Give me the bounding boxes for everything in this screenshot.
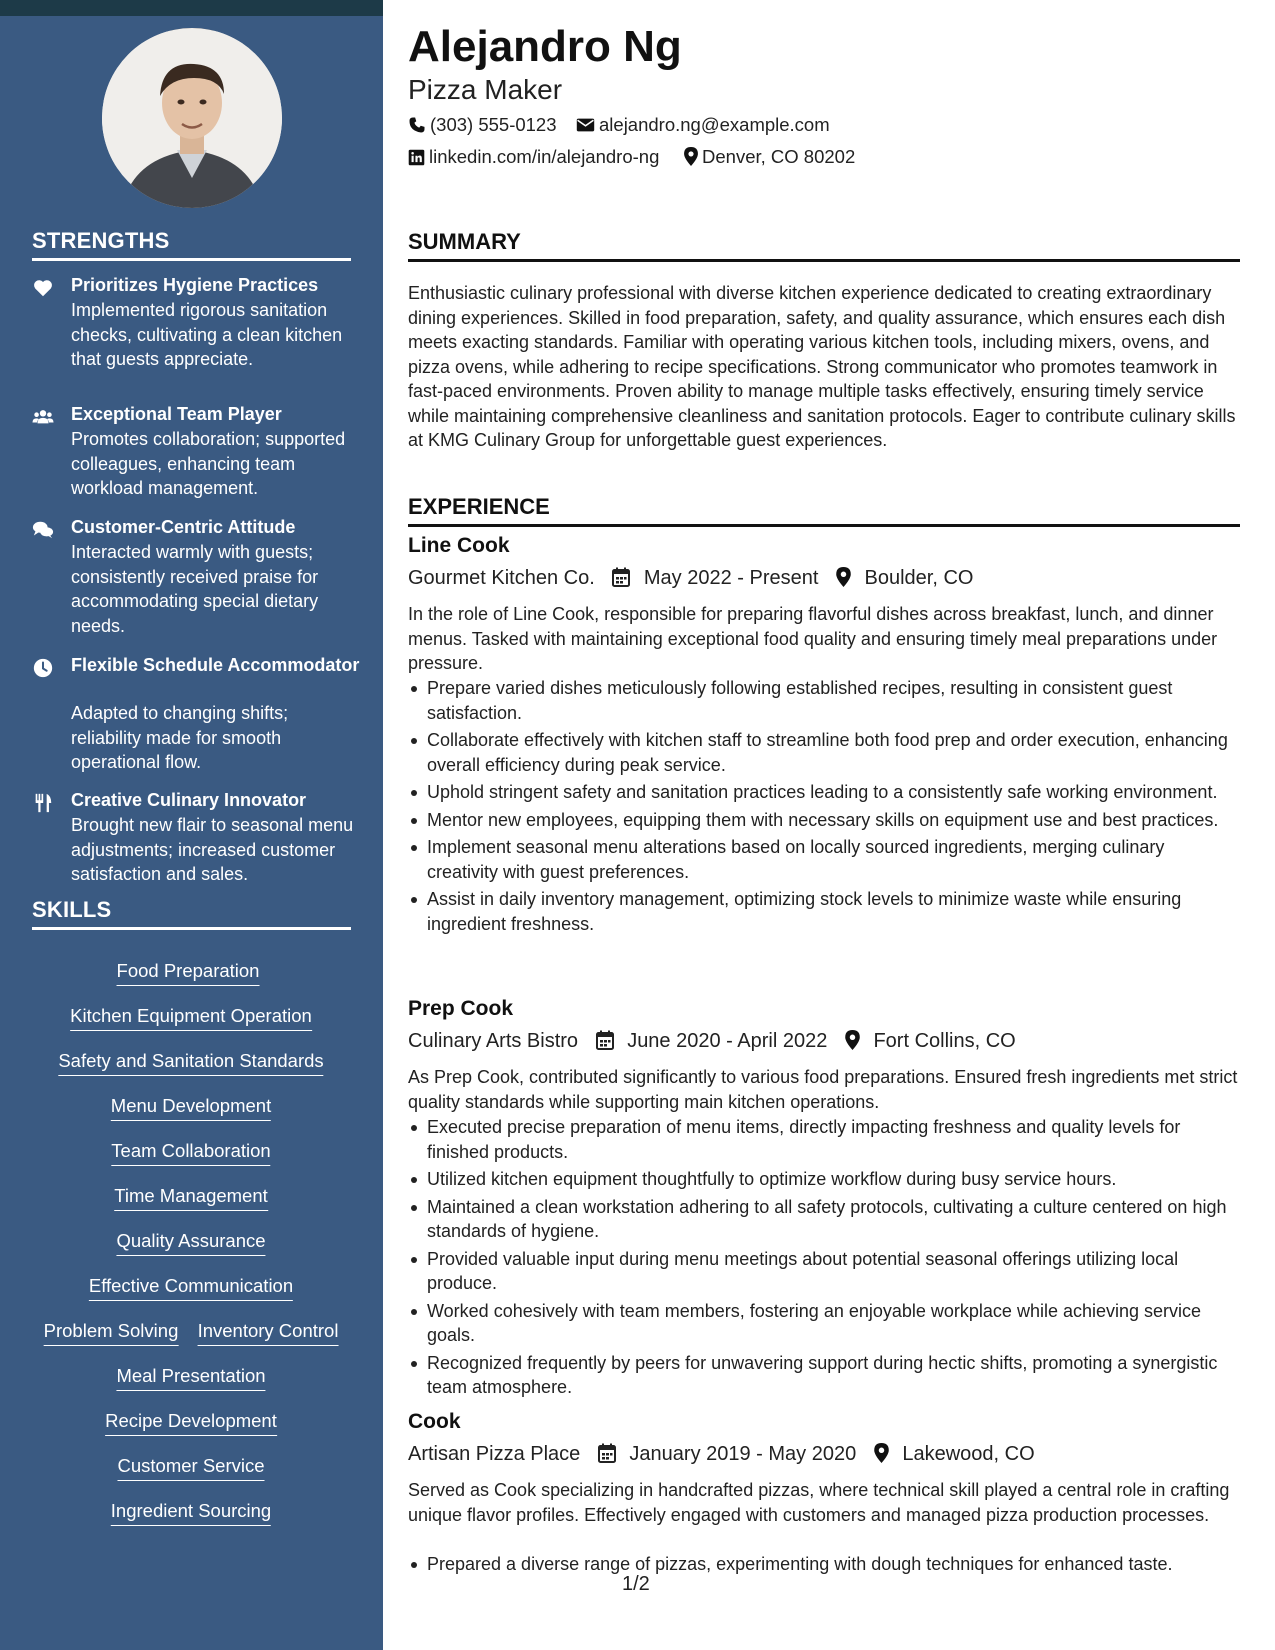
skills-heading: SKILLS — [32, 897, 351, 930]
skill-tag: Team Collaboration — [111, 1140, 270, 1166]
strength-item — [32, 655, 360, 772]
clock-icon — [32, 657, 54, 679]
page-number: 1/2 — [622, 1573, 650, 1595]
linkedin-text: linkedin.com/in/alejandro-ng — [429, 146, 660, 167]
job-role: Cook — [408, 1410, 461, 1433]
sidebar — [0, 0, 383, 1650]
bullet-item: Implement seasonal menu alterations based on locally sourced ingredients, merging culinary creativity with guest preferences. — [408, 835, 1240, 884]
strength-item — [32, 275, 352, 370]
strength-description: Interacted warmly with guests; consistently received praise for accommodating special dietary needs. — [71, 542, 319, 636]
skill-tag: Inventory Control — [198, 1320, 339, 1346]
map-pin-icon — [845, 1030, 860, 1050]
bullet-item: Uphold stringent safety and sanitation practices leading to a consistently safe working environment. — [408, 780, 1240, 805]
linkedin-icon — [408, 149, 425, 166]
utensils-icon — [32, 792, 54, 814]
job-description: In the role of Line Cook, responsible for preparing flavorful dishes across breakfast, lunch, and dinner menus. Tasked with maintaining exceptional food quality and ensuring timely meal preparations under pressure. — [408, 604, 1218, 673]
job-location: Lakewood, CO — [902, 1443, 1035, 1465]
job-role: Line Cook — [408, 534, 510, 557]
job-description: Served as Cook specializing in handcrafted pizzas, where technical skill played a central role in crafting unique flavor profiles. Effectively engaged with customers and managed pizza production processes. — [408, 1480, 1230, 1525]
bullet-item: Provided valuable input during menu meetings about potential seasonal offerings utilizing local produce. — [408, 1247, 1240, 1296]
heart-icon — [32, 277, 54, 299]
bullet-item: Utilized kitchen equipment thoughtfully to optimize workflow during busy service hours. — [408, 1167, 1240, 1192]
contact-linkedin[interactable] — [408, 146, 659, 168]
calendar-icon — [596, 1030, 614, 1050]
calendar-icon — [612, 567, 630, 587]
job-location: Boulder, CO — [864, 567, 974, 589]
envelope-icon — [576, 116, 595, 134]
bullet-item: Worked cohesively with team members, fostering an enjoyable workplace while achieving service goals. — [408, 1299, 1240, 1348]
bullet-item: Assist in daily inventory management, optimizing stock levels to minimize waste while ensuring ingredient freshness. — [408, 887, 1240, 936]
candidate-name: Alejandro Ng — [408, 22, 682, 71]
email-text: alejandro.ng@example.com — [599, 114, 830, 135]
job-bullets — [408, 1115, 1240, 1403]
strength-description: Promotes collaboration; supported colleagues, enhancing team workload management. — [71, 429, 346, 498]
strength-item — [32, 517, 352, 637]
job-bullets — [408, 1552, 1240, 1580]
map-pin-icon — [684, 147, 698, 166]
job-meta — [408, 567, 973, 590]
job-location: Fort Collins, CO — [873, 1030, 1016, 1052]
strength-description: Brought new flair to seasonal menu adjustments; increased customer satisfaction and sales. — [71, 815, 354, 884]
strength-title: Creative Culinary Innovator — [71, 790, 307, 810]
bullet-item: Prepared a diverse range of pizzas, experimenting with dough techniques for enhanced taste. — [408, 1552, 1240, 1577]
contact-phone — [408, 114, 557, 136]
job-description: As Prep Cook, contributed significantly to various food preparations. Ensured fresh ingredients met strict quality standards while supporting main kitchen operations. — [408, 1067, 1238, 1112]
job-company: Artisan Pizza Place — [408, 1443, 581, 1465]
strength-item — [32, 404, 352, 499]
strength-title: Prioritizes Hygiene Practices — [71, 275, 319, 295]
skill-tag: Quality Assurance — [116, 1230, 265, 1256]
skill-tag: Recipe Development — [105, 1410, 277, 1436]
skill-tag: Ingredient Sourcing — [111, 1500, 271, 1526]
users-icon — [32, 406, 54, 428]
summary-text: Enthusiastic culinary professional with diverse kitchen experience dedicated to creating extraordinary dining experiences. Skilled in food preparation, safety, and quality assurance, which ensures each dish meets exacting standards. Familiar with operating various kitchen tools, including mixers, ovens, and pizza ovens, while adhering to recipe specifications. Strong communicator who promotes teamwork in fast-paced environments. Proven ability to manage multiple tasks effectively, ensuring timely service while maintaining comprehensive cleanliness and sanitation protocols. Eager to contribute culinary skills at KMG Culinary Group for unforgettable guest experiences. — [408, 283, 1236, 450]
bullet-item: Executed precise preparation of menu items, directly impacting freshness and quality levels for finished products. — [408, 1115, 1240, 1164]
skill-tag: Effective Communication — [89, 1275, 293, 1301]
bullet-item: Collaborate effectively with kitchen staff to streamline both food prep and order execution, enhancing overall efficiency during peak service. — [408, 728, 1240, 777]
map-pin-icon — [874, 1443, 889, 1463]
summary-heading: SUMMARY — [408, 229, 1240, 262]
phone-icon — [408, 116, 426, 134]
strength-title: Customer-Centric Attitude — [71, 517, 296, 537]
skill-tag: Kitchen Equipment Operation — [70, 1005, 312, 1031]
sidebar-top-bar — [0, 0, 383, 16]
strength-item — [32, 790, 352, 890]
job-company: Culinary Arts Bistro — [408, 1030, 579, 1052]
strength-title: Flexible Schedule Accommodator — [71, 655, 360, 675]
job-meta — [408, 1030, 1016, 1053]
skill-tag: Problem Solving — [44, 1320, 179, 1346]
job-role: Prep Cook — [408, 997, 514, 1020]
job-company: Gourmet Kitchen Co. — [408, 567, 595, 589]
skill-tag: Food Preparation — [117, 960, 260, 986]
strength-description: Adapted to changing shifts; reliability made for smooth operational flow. — [71, 703, 289, 772]
strengths-heading: STRENGTHS — [32, 228, 351, 261]
candidate-title: Pizza Maker — [408, 74, 563, 105]
bullet-item: Prepare varied dishes meticulously following established recipes, resulting in consistent guest satisfaction. — [408, 676, 1240, 725]
phone-text: (303) 555-0123 — [430, 114, 557, 135]
location-text: Denver, CO 80202 — [702, 146, 856, 167]
calendar-icon — [598, 1443, 616, 1463]
job-dates: January 2019 - May 2020 — [629, 1443, 857, 1465]
job-meta — [408, 1443, 1035, 1466]
contact-email[interactable] — [576, 114, 830, 136]
job-dates: June 2020 - April 2022 — [627, 1030, 828, 1052]
job-bullets — [408, 676, 1240, 939]
skill-tag: Safety and Sanitation Standards — [58, 1050, 323, 1076]
bullet-item: Mentor new employees, equipping them with necessary skills on equipment use and best practices. — [408, 808, 1240, 833]
experience-heading: EXPERIENCE — [408, 494, 1240, 527]
profile-photo — [102, 28, 282, 208]
skill-tag: Meal Presentation — [116, 1365, 265, 1391]
strength-description: Implemented rigorous sanitation checks, cultivating a clean kitchen that guests appreciate. — [71, 300, 343, 369]
skill-tag: Time Management — [114, 1185, 268, 1211]
contact-location — [684, 146, 855, 168]
bullet-item: Maintained a clean workstation adhering to all safety protocols, cultivating a culture centered on high standards of hygiene. — [408, 1195, 1240, 1244]
strength-title: Exceptional Team Player — [71, 404, 282, 424]
chat-icon — [32, 519, 54, 541]
profile-photo-illustration — [102, 28, 282, 208]
bullet-item: Recognized frequently by peers for unwavering support during hectic shifts, promoting a synergistic team atmosphere. — [408, 1351, 1240, 1400]
job-dates: May 2022 - Present — [643, 567, 819, 589]
skill-tag: Customer Service — [117, 1455, 264, 1481]
skill-tag: Menu Development — [111, 1095, 271, 1121]
map-pin-icon — [836, 567, 851, 587]
